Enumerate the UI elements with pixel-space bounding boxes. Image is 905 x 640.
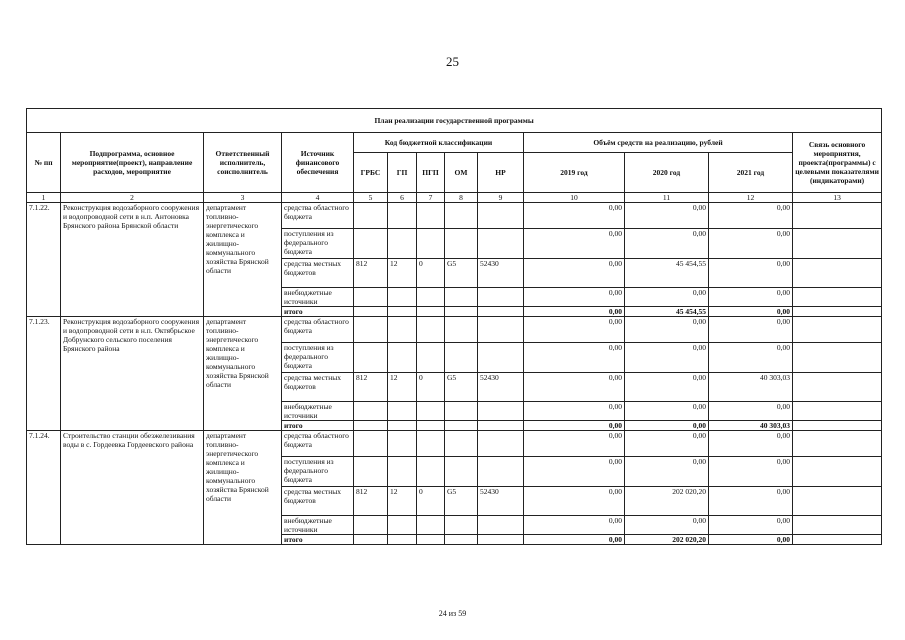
amount-y2021: 0,00: [709, 259, 793, 288]
funding-source: внебюджетные источники: [282, 402, 354, 421]
table-row: [27, 203, 882, 229]
header-grbs: ГРБС: [354, 153, 388, 193]
header-no: № пп: [27, 133, 61, 193]
header-nr: НР: [478, 153, 524, 193]
funding-source: итого: [282, 421, 354, 431]
code-grbs: [354, 402, 388, 421]
item-number: 7.1.24.: [27, 431, 61, 545]
amount-y2019: 0,00: [524, 487, 625, 516]
indicator-link: [793, 431, 882, 457]
amount-y2020: 45 454,55: [625, 307, 709, 317]
amount-y2019: 0,00: [524, 421, 625, 431]
amount-y2020: 0,00: [625, 288, 709, 307]
column-number: 8: [445, 193, 478, 203]
amount-y2021: 0,00: [709, 487, 793, 516]
page-footer: 24 из 59: [438, 609, 467, 618]
code-grbs: [354, 317, 388, 343]
column-number: 2: [61, 193, 204, 203]
amount-y2019: 0,00: [524, 203, 625, 229]
code-nr: [478, 288, 524, 307]
amount-y2020: 0,00: [625, 229, 709, 259]
code-pgp: [417, 535, 445, 545]
code-pgp: [417, 288, 445, 307]
funding-source: поступления из федерального бюджета: [282, 343, 354, 373]
code-nr: 52430: [478, 487, 524, 516]
amount-y2020: 202 020,20: [625, 535, 709, 545]
code-nr: [478, 431, 524, 457]
column-number: 3: [204, 193, 282, 203]
amount-y2020: 0,00: [625, 421, 709, 431]
funding-source: средства областного бюджета: [282, 431, 354, 457]
amount-y2019: 0,00: [524, 457, 625, 487]
code-gp: 12: [388, 373, 417, 402]
indicator-link: [793, 307, 882, 317]
amount-y2021: 40 303,03: [709, 373, 793, 402]
code-grbs: [354, 516, 388, 535]
header-om: ОМ: [445, 153, 478, 193]
item-name: Реконструкция водозаборного сооружения и водопроводной сети в н.п. Октябрьское Добрунского сельского поселения Брянского района: [61, 317, 204, 431]
item-responsible: департамент топливно-энергетического комплекса и жилищно-коммунального хозяйства Брянской области: [204, 203, 282, 317]
amount-y2019: 0,00: [524, 373, 625, 402]
code-om: [445, 203, 478, 229]
column-number: 13: [793, 193, 882, 203]
code-pgp: [417, 317, 445, 343]
code-grbs: [354, 535, 388, 545]
amount-y2019: 0,00: [524, 343, 625, 373]
code-pgp: 0: [417, 487, 445, 516]
code-gp: [388, 421, 417, 431]
amount-y2020: 0,00: [625, 373, 709, 402]
header-amount: Объём средств на реализацию, рублей: [524, 133, 793, 153]
code-gp: [388, 516, 417, 535]
code-pgp: [417, 431, 445, 457]
amount-y2020: 0,00: [625, 516, 709, 535]
header-2019: 2019 год: [524, 153, 625, 193]
amount-y2020: 0,00: [625, 343, 709, 373]
header-responsible: Ответственный исполнитель, соисполнитель: [204, 133, 282, 193]
code-grbs: [354, 203, 388, 229]
header-pgp: ПГП: [417, 153, 445, 193]
code-grbs: [354, 457, 388, 487]
amount-y2021: 0,00: [709, 457, 793, 487]
amount-y2021: 0,00: [709, 535, 793, 545]
funding-source: средства областного бюджета: [282, 317, 354, 343]
amount-y2019: 0,00: [524, 259, 625, 288]
amount-y2019: 0,00: [524, 229, 625, 259]
code-om: [445, 516, 478, 535]
code-grbs: [354, 431, 388, 457]
code-om: [445, 421, 478, 431]
indicator-link: [793, 535, 882, 545]
amount-y2019: 0,00: [524, 535, 625, 545]
funding-source: поступления из федерального бюджета: [282, 229, 354, 259]
header-link: Связь основного мероприятия, проекта(программы) с целевыми показателями (индикаторами): [793, 133, 882, 193]
column-number: 6: [388, 193, 417, 203]
indicator-link: [793, 229, 882, 259]
header-2021: 2021 год: [709, 153, 793, 193]
item-name: Строительство станции обезжелезивания воды в с. Гордеевка Гордеевского района: [61, 431, 204, 545]
code-grbs: 812: [354, 373, 388, 402]
code-om: [445, 535, 478, 545]
code-gp: 12: [388, 259, 417, 288]
code-grbs: [354, 288, 388, 307]
amount-y2021: 0,00: [709, 431, 793, 457]
column-number: 9: [478, 193, 524, 203]
funding-source: внебюджетные источники: [282, 516, 354, 535]
code-pgp: [417, 457, 445, 487]
header-gp: ГП: [388, 153, 417, 193]
header-budget-code: Код бюджетной классификации: [354, 133, 524, 153]
indicator-link: [793, 421, 882, 431]
code-grbs: [354, 307, 388, 317]
item-name: Реконструкция водозаборного сооружения и водопроводной сети в н.п. Антоновка Брянского района Брянской области: [61, 203, 204, 317]
code-grbs: 812: [354, 487, 388, 516]
indicator-link: [793, 203, 882, 229]
code-pgp: 0: [417, 259, 445, 288]
code-gp: 12: [388, 487, 417, 516]
code-nr: [478, 307, 524, 317]
funding-source: итого: [282, 307, 354, 317]
code-om: G5: [445, 487, 478, 516]
column-number: 11: [625, 193, 709, 203]
code-nr: [478, 317, 524, 343]
header-source: Источник финансового обеспечения: [282, 133, 354, 193]
code-pgp: [417, 516, 445, 535]
amount-y2020: 0,00: [625, 203, 709, 229]
amount-y2021: 0,00: [709, 343, 793, 373]
code-nr: [478, 402, 524, 421]
code-om: [445, 288, 478, 307]
code-om: [445, 343, 478, 373]
code-grbs: 812: [354, 259, 388, 288]
code-nr: [478, 229, 524, 259]
code-gp: [388, 402, 417, 421]
amount-y2019: 0,00: [524, 516, 625, 535]
indicator-link: [793, 457, 882, 487]
code-om: [445, 307, 478, 317]
indicator-link: [793, 373, 882, 402]
amount-y2021: 0,00: [709, 288, 793, 307]
indicator-link: [793, 259, 882, 288]
code-om: [445, 317, 478, 343]
code-pgp: [417, 307, 445, 317]
funding-source: средства областного бюджета: [282, 203, 354, 229]
code-pgp: 0: [417, 373, 445, 402]
code-nr: 52430: [478, 373, 524, 402]
code-grbs: [354, 343, 388, 373]
amount-y2021: 0,00: [709, 203, 793, 229]
code-grbs: [354, 229, 388, 259]
column-number: 10: [524, 193, 625, 203]
funding-source: поступления из федерального бюджета: [282, 457, 354, 487]
code-om: G5: [445, 373, 478, 402]
code-gp: [388, 535, 417, 545]
item-number: 7.1.22.: [27, 203, 61, 317]
code-gp: [388, 307, 417, 317]
code-pgp: [417, 402, 445, 421]
page-number: 25: [446, 54, 459, 69]
table-title: План реализации государственной программы: [27, 109, 882, 133]
funding-source: средства местных бюджетов: [282, 259, 354, 288]
code-gp: [388, 317, 417, 343]
amount-y2020: 0,00: [625, 431, 709, 457]
code-nr: [478, 535, 524, 545]
code-gp: [388, 288, 417, 307]
code-grbs: [354, 421, 388, 431]
code-gp: [388, 229, 417, 259]
indicator-link: [793, 402, 882, 421]
code-om: G5: [445, 259, 478, 288]
amount-y2019: 0,00: [524, 317, 625, 343]
column-number: 4: [282, 193, 354, 203]
amount-y2021: 0,00: [709, 516, 793, 535]
amount-y2021: 40 303,03: [709, 421, 793, 431]
amount-y2021: 0,00: [709, 229, 793, 259]
indicator-link: [793, 487, 882, 516]
code-gp: [388, 343, 417, 373]
funding-source: внебюджетные источники: [282, 288, 354, 307]
indicator-link: [793, 317, 882, 343]
header-name: Подпрограмма, основное мероприятие(проект), направление расходов, мероприятие: [61, 133, 204, 193]
column-number: 12: [709, 193, 793, 203]
code-nr: [478, 343, 524, 373]
code-pgp: [417, 343, 445, 373]
code-om: [445, 457, 478, 487]
item-responsible: департамент топливно-энергетического комплекса и жилищно-коммунального хозяйства Брянской области: [204, 317, 282, 431]
code-gp: [388, 431, 417, 457]
code-pgp: [417, 203, 445, 229]
amount-y2019: 0,00: [524, 288, 625, 307]
column-number: 5: [354, 193, 388, 203]
code-nr: 52430: [478, 259, 524, 288]
funding-source: средства местных бюджетов: [282, 487, 354, 516]
amount-y2020: 0,00: [625, 317, 709, 343]
column-number: 7: [417, 193, 445, 203]
code-gp: [388, 203, 417, 229]
amount-y2020: 0,00: [625, 402, 709, 421]
code-nr: [478, 457, 524, 487]
item-number: 7.1.23.: [27, 317, 61, 431]
amount-y2019: 0,00: [524, 307, 625, 317]
code-nr: [478, 203, 524, 229]
table-row: [27, 431, 882, 457]
program-plan-table: [26, 108, 882, 545]
code-om: [445, 431, 478, 457]
funding-source: итого: [282, 535, 354, 545]
code-pgp: [417, 421, 445, 431]
amount-y2019: 0,00: [524, 431, 625, 457]
header-2020: 2020 год: [625, 153, 709, 193]
amount-y2020: 0,00: [625, 457, 709, 487]
column-number: 1: [27, 193, 61, 203]
code-nr: [478, 516, 524, 535]
code-om: [445, 402, 478, 421]
amount-y2019: 0,00: [524, 402, 625, 421]
amount-y2021: 0,00: [709, 402, 793, 421]
amount-y2020: 45 454,55: [625, 259, 709, 288]
code-nr: [478, 421, 524, 431]
indicator-link: [793, 288, 882, 307]
amount-y2021: 0,00: [709, 317, 793, 343]
code-om: [445, 229, 478, 259]
table-row: [27, 317, 882, 343]
amount-y2021: 0,00: [709, 307, 793, 317]
code-pgp: [417, 229, 445, 259]
funding-source: средства местных бюджетов: [282, 373, 354, 402]
code-gp: [388, 457, 417, 487]
amount-y2020: 202 020,20: [625, 487, 709, 516]
indicator-link: [793, 516, 882, 535]
item-responsible: департамент топливно-энергетического комплекса и жилищно-коммунального хозяйства Брянской области: [204, 431, 282, 545]
indicator-link: [793, 343, 882, 373]
